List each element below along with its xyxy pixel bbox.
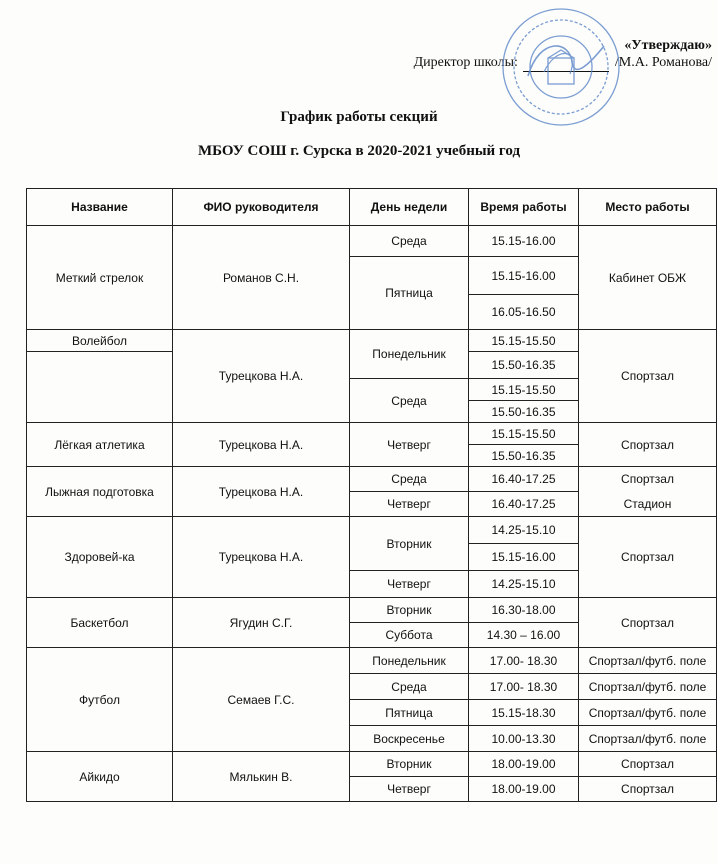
- section-day: Пятница: [350, 257, 469, 330]
- page-subtitle: МБОУ СОШ г. Сурска в 2020-2021 учебный год: [197, 143, 521, 159]
- section-leader: Турецкова Н.А.: [173, 517, 350, 598]
- section-place: Спортзал: [579, 598, 717, 648]
- section-place: Спортзал/футб. поле: [579, 674, 717, 700]
- header-place: Место работы: [579, 189, 717, 226]
- section-time: 17.00- 18.30: [469, 674, 579, 700]
- section-name: Здоровей-ка: [27, 517, 173, 598]
- table-row: [27, 752, 717, 777]
- section-leader: Семаев Г.С.: [173, 648, 350, 752]
- section-day: Вторник: [350, 517, 469, 571]
- section-day: Среда: [350, 674, 469, 700]
- section-leader: Турецкова Н.А.: [173, 467, 350, 517]
- section-place: Стадион: [579, 492, 717, 517]
- table-row: [27, 598, 717, 623]
- section-name: Футбол: [27, 648, 173, 752]
- section-day: Среда: [350, 379, 469, 423]
- section-time: 14.25-15.10: [469, 571, 579, 598]
- table-row: [27, 423, 717, 445]
- page-title: График работы секций: [280, 109, 438, 125]
- section-leader: Мялькин В.: [173, 752, 350, 802]
- section-time: 15.50-16.35: [469, 445, 579, 467]
- section-place: Спортзал: [579, 752, 717, 777]
- section-name-filler: [27, 352, 173, 423]
- section-place: Спортзал: [579, 467, 717, 492]
- section-name: Айкидо: [27, 752, 173, 802]
- section-leader: Романов С.Н.: [173, 226, 350, 330]
- section-name: Лёгкая атлетика: [27, 423, 173, 467]
- section-time: 15.15-15.50: [469, 423, 579, 445]
- section-time: 15.50-16.35: [469, 401, 579, 423]
- header-name: Название: [27, 189, 173, 226]
- header-time: Время работы: [469, 189, 579, 226]
- section-time: 17.00- 18.30: [469, 648, 579, 674]
- section-day: Суббота: [350, 623, 469, 648]
- section-day: Четверг: [350, 571, 469, 598]
- section-day: Воскресенье: [350, 726, 469, 752]
- section-name: Меткий стрелок: [27, 226, 173, 330]
- section-time: 15.15-16.00: [469, 226, 579, 257]
- table-row: [27, 648, 717, 674]
- section-day: Четверг: [350, 423, 469, 467]
- section-day: Среда: [350, 467, 469, 492]
- section-place: Кабинет ОБЖ: [579, 226, 717, 330]
- table-row: [27, 330, 717, 352]
- section-leader: Ягудин С.Г.: [173, 598, 350, 648]
- section-time: 14.30 – 16.00: [469, 623, 579, 648]
- section-name: Волейбол: [27, 330, 173, 352]
- section-time: 16.40-17.25: [469, 492, 579, 517]
- director-label: Директор школы:: [413, 55, 518, 70]
- header-row: [27, 189, 717, 226]
- section-time: 15.15-16.00: [469, 257, 579, 295]
- section-time: 16.40-17.25: [469, 467, 579, 492]
- section-day: Вторник: [350, 598, 469, 623]
- approve-label: «Утверждаю»: [624, 38, 712, 53]
- section-place: Спортзал: [579, 777, 717, 802]
- section-leader: Турецкова Н.А.: [173, 423, 350, 467]
- section-time: 15.15-18.30: [469, 700, 579, 726]
- section-time: 15.15-15.50: [469, 379, 579, 401]
- section-place: Спортзал: [579, 330, 717, 423]
- section-time: 10.00-13.30: [469, 726, 579, 752]
- section-place: Спортзал/футб. поле: [579, 648, 717, 674]
- section-time: 16.05-16.50: [469, 295, 579, 330]
- header-leader: ФИО руководителя: [173, 189, 350, 226]
- section-place: Спортзал: [579, 423, 717, 467]
- table-row: [27, 226, 717, 257]
- section-time: 14.25-15.10: [469, 517, 579, 544]
- header-day: День недели: [350, 189, 469, 226]
- section-day: Среда: [350, 226, 469, 257]
- section-name: Лыжная подготовка: [27, 467, 173, 517]
- table-row: [27, 517, 717, 544]
- section-time: 15.15-15.50: [469, 330, 579, 352]
- section-name: Баскетбол: [27, 598, 173, 648]
- section-place: Спортзал/футб. поле: [579, 700, 717, 726]
- table-row: [27, 467, 717, 492]
- section-leader: Турецкова Н.А.: [173, 330, 350, 423]
- section-day: Пятница: [350, 700, 469, 726]
- section-place: Спортзал: [579, 517, 717, 598]
- section-time: 16.30-18.00: [469, 598, 579, 623]
- section-time: 18.00-19.00: [469, 777, 579, 802]
- section-day: Четверг: [350, 492, 469, 517]
- schedule-table: [26, 188, 717, 802]
- section-time: 18.00-19.00: [469, 752, 579, 777]
- section-time: 15.50-16.35: [469, 352, 579, 379]
- section-day: Четверг: [350, 777, 469, 802]
- section-place: Спортзал/футб. поле: [579, 726, 717, 752]
- section-time: 15.15-16.00: [469, 544, 579, 571]
- section-day: Понедельник: [350, 330, 469, 379]
- section-day: Понедельник: [350, 648, 469, 674]
- director-name: /М.А. Романова/: [614, 55, 712, 70]
- section-day: Вторник: [350, 752, 469, 777]
